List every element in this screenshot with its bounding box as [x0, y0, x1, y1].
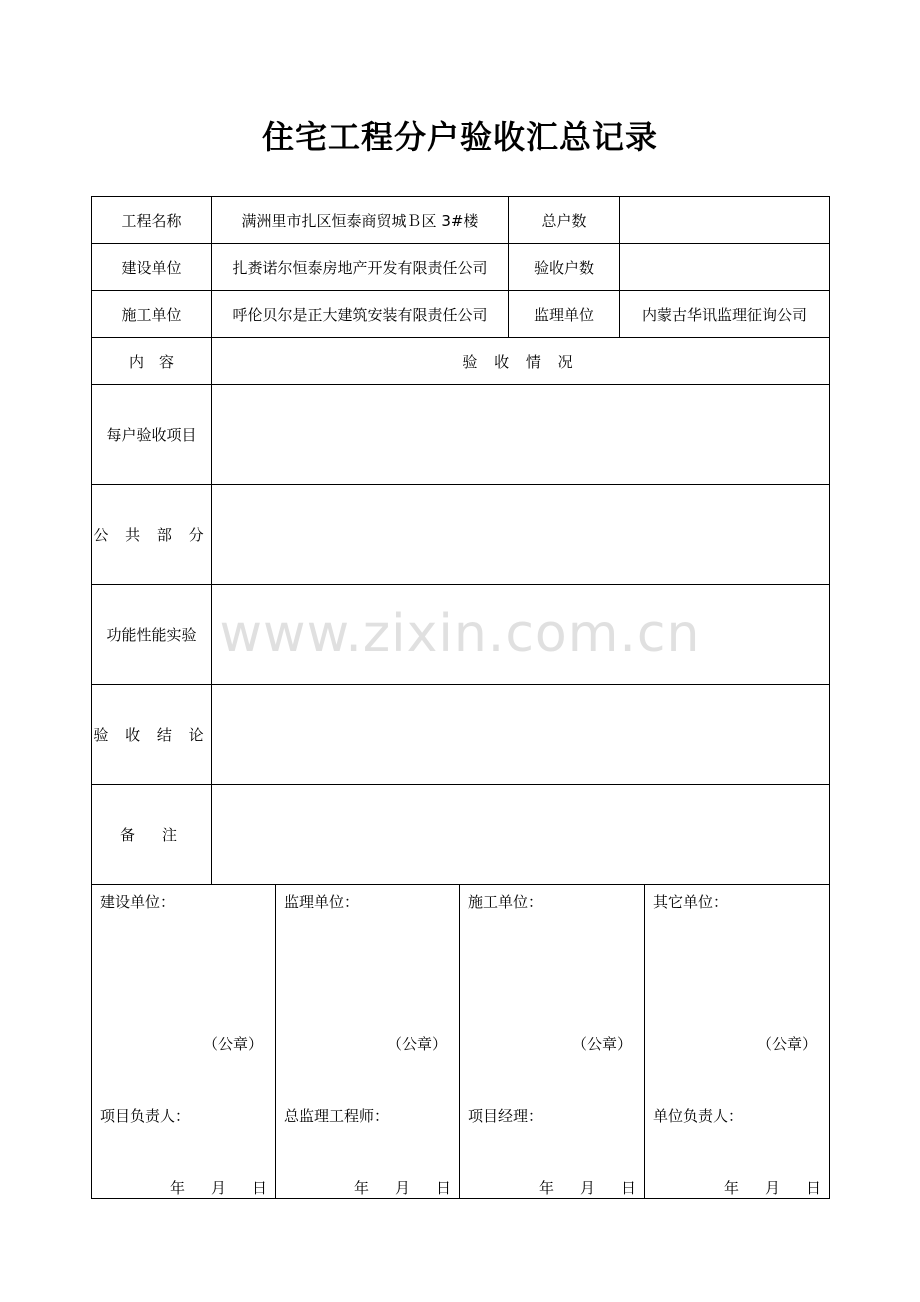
signature-supervisor[interactable]: [276, 884, 460, 1198]
row-builder: [92, 244, 830, 291]
row-contractor: [92, 291, 830, 338]
accepted-households-value[interactable]: [620, 244, 830, 291]
watermark-text: www.zixin.com.cn: [219, 604, 701, 664]
date-month: 月: [210, 1178, 226, 1197]
content-header-label: 内 容: [92, 338, 212, 385]
row-project-name: [92, 197, 830, 244]
signature-role-label: 单位负责人：: [653, 1106, 744, 1125]
project-name-label: 工程名称: [92, 197, 212, 244]
supervisor-label: 监理单位: [509, 291, 620, 338]
page-title: 住宅工程分户验收汇总记录: [261, 118, 658, 156]
signature-table: [91, 884, 830, 1199]
conclusion-value[interactable]: [212, 685, 830, 785]
signature-other[interactable]: [645, 884, 830, 1198]
signature-org-label: 建设单位：: [100, 892, 176, 911]
official-seal-label: （公章）: [386, 1034, 447, 1053]
acceptance-status-header: 验 收 情 况: [212, 338, 830, 385]
date-year: 年: [723, 1178, 739, 1197]
date-month: 月: [764, 1178, 780, 1197]
contractor-label: 施工单位: [92, 291, 212, 338]
signature-role-label: 项目负责人：: [100, 1106, 191, 1125]
date-day: 日: [805, 1178, 821, 1197]
date-month: 月: [394, 1178, 410, 1197]
signature-builder[interactable]: [92, 884, 276, 1198]
row-conclusion: [92, 685, 830, 785]
official-seal-label: （公章）: [756, 1034, 817, 1053]
signature-org-label: 其它单位：: [653, 892, 729, 911]
date-year: 年: [538, 1178, 554, 1197]
builder-value[interactable]: 扎赉诺尔恒泰房地产开发有限责任公司: [212, 244, 509, 291]
row-remarks: [92, 785, 830, 885]
signature-role-label: 项目经理：: [468, 1106, 544, 1125]
signature-date: [144, 1177, 267, 1198]
remarks-value[interactable]: [212, 785, 830, 885]
date-day: 日: [251, 1178, 267, 1197]
date-year: 年: [169, 1178, 185, 1197]
contractor-value[interactable]: 呼伦贝尔是正大建筑安装有限责任公司: [212, 291, 509, 338]
public-area-label: 公 共 部 分: [92, 485, 212, 585]
signature-date: [513, 1177, 636, 1198]
signature-org-label: 监理单位：: [284, 892, 360, 911]
function-test-label: 功能性能实验: [92, 585, 212, 685]
function-test-value[interactable]: [212, 585, 830, 685]
signature-org-label: 施工单位：: [468, 892, 544, 911]
date-year: 年: [353, 1178, 369, 1197]
project-name-value[interactable]: 满洲里市扎区恒泰商贸城Ｂ区 3#楼: [212, 197, 509, 244]
row-public-area: [92, 485, 830, 585]
official-seal-label: （公章）: [571, 1034, 632, 1053]
date-month: 月: [579, 1178, 595, 1197]
signature-role-label: 总监理工程师：: [284, 1106, 390, 1125]
signature-date: [328, 1177, 451, 1198]
household-items-value[interactable]: [212, 385, 830, 485]
date-day: 日: [435, 1178, 451, 1197]
date-day: 日: [620, 1178, 636, 1197]
builder-label: 建设单位: [92, 244, 212, 291]
accepted-households-label: 验收户数: [509, 244, 620, 291]
row-content-header: [92, 338, 830, 385]
row-function-test: [92, 585, 830, 685]
official-seal-label: （公章）: [202, 1034, 263, 1053]
total-households-label: 总户数: [509, 197, 620, 244]
supervisor-value[interactable]: 内蒙古华讯监理征询公司: [620, 291, 830, 338]
acceptance-form: [91, 196, 829, 1211]
row-household-items: [92, 385, 830, 485]
total-households-value[interactable]: [620, 197, 830, 244]
conclusion-label: 验 收 结 论: [92, 685, 212, 785]
signature-contractor[interactable]: [460, 884, 645, 1198]
info-table: [91, 196, 830, 885]
remarks-label: 备 注: [92, 785, 212, 885]
signature-date: [698, 1177, 821, 1198]
signature-row: [92, 884, 830, 1198]
household-items-label: 每户验收项目: [92, 385, 212, 485]
public-area-value[interactable]: [212, 485, 830, 585]
